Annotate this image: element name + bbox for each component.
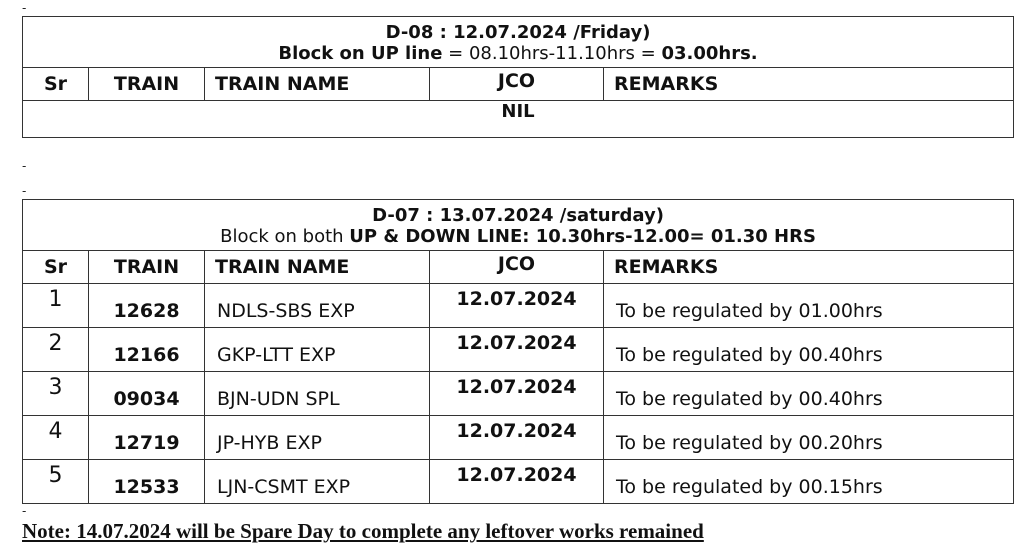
- cell-jco: 12.07.2024: [430, 416, 604, 460]
- cell-sr: 5: [23, 460, 89, 504]
- cell-train: 09034: [89, 372, 205, 416]
- dash-mark: -: [22, 184, 27, 198]
- cell-train-name: NDLS-SBS EXP: [205, 284, 430, 328]
- col-jco: JCO: [430, 68, 604, 101]
- block-line: Block on UP line = 08.10hrs-11.10hrs = 03.00hrs.: [278, 42, 758, 64]
- block-line: Block on both UP & DOWN LINE: 10.30hrs-12.00= 01.30 HRS: [220, 225, 816, 247]
- cell-train: 12533: [89, 460, 205, 504]
- nil-cell: NIL: [23, 101, 1014, 138]
- table-row: [23, 460, 1014, 504]
- cell-remarks: To be regulated by 01.00hrs: [604, 284, 1014, 328]
- col-sr: Sr: [23, 251, 89, 284]
- col-train-name: TRAIN NAME: [205, 251, 430, 284]
- cell-sr: 1: [23, 284, 89, 328]
- column-header-row: [23, 251, 1014, 284]
- col-sr: Sr: [23, 68, 89, 101]
- cell-sr: 2: [23, 328, 89, 372]
- cell-jco: 12.07.2024: [430, 328, 604, 372]
- cell-train-name: BJN-UDN SPL: [205, 372, 430, 416]
- cell-remarks: To be regulated by 00.15hrs: [604, 460, 1014, 504]
- block-title: D-08 : 12.07.2024 /Friday): [385, 21, 651, 43]
- block-title: D-07 : 13.07.2024 /saturday): [372, 204, 664, 226]
- dash-mark: -: [22, 504, 27, 518]
- block-header: [23, 17, 1014, 68]
- table-row: [23, 416, 1014, 460]
- cell-train: 12628: [89, 284, 205, 328]
- block-table-d08: [22, 16, 1014, 138]
- cell-train-name: JP-HYB EXP: [205, 416, 430, 460]
- col-train: TRAIN: [89, 251, 205, 284]
- cell-train: 12719: [89, 416, 205, 460]
- block-table-d07: [22, 199, 1014, 504]
- cell-jco: 12.07.2024: [430, 372, 604, 416]
- cell-remarks: To be regulated by 00.40hrs: [604, 372, 1014, 416]
- block-header: [23, 200, 1014, 251]
- cell-remarks: To be regulated by 00.20hrs: [604, 416, 1014, 460]
- table-row: [23, 372, 1014, 416]
- cell-sr: 4: [23, 416, 89, 460]
- dash-mark: -: [22, 159, 27, 173]
- cell-sr: 3: [23, 372, 89, 416]
- cell-train-name: LJN-CSMT EXP: [205, 460, 430, 504]
- cell-train: 12166: [89, 328, 205, 372]
- table-row: [23, 284, 1014, 328]
- col-jco: JCO: [430, 251, 604, 284]
- cell-remarks: To be regulated by 00.40hrs: [604, 328, 1014, 372]
- cell-train-name: GKP-LTT EXP: [205, 328, 430, 372]
- dash-mark: -: [22, 1, 27, 15]
- cell-jco: 12.07.2024: [430, 284, 604, 328]
- column-header-row: [23, 68, 1014, 101]
- col-remarks: REMARKS: [604, 68, 1014, 101]
- table-row: [23, 328, 1014, 372]
- col-train: TRAIN: [89, 68, 205, 101]
- col-remarks: REMARKS: [604, 251, 1014, 284]
- note-text: Note: 14.07.2024 will be Spare Day to complete any leftover works remained: [22, 519, 704, 543]
- col-train-name: TRAIN NAME: [205, 68, 430, 101]
- cell-jco: 12.07.2024: [430, 460, 604, 504]
